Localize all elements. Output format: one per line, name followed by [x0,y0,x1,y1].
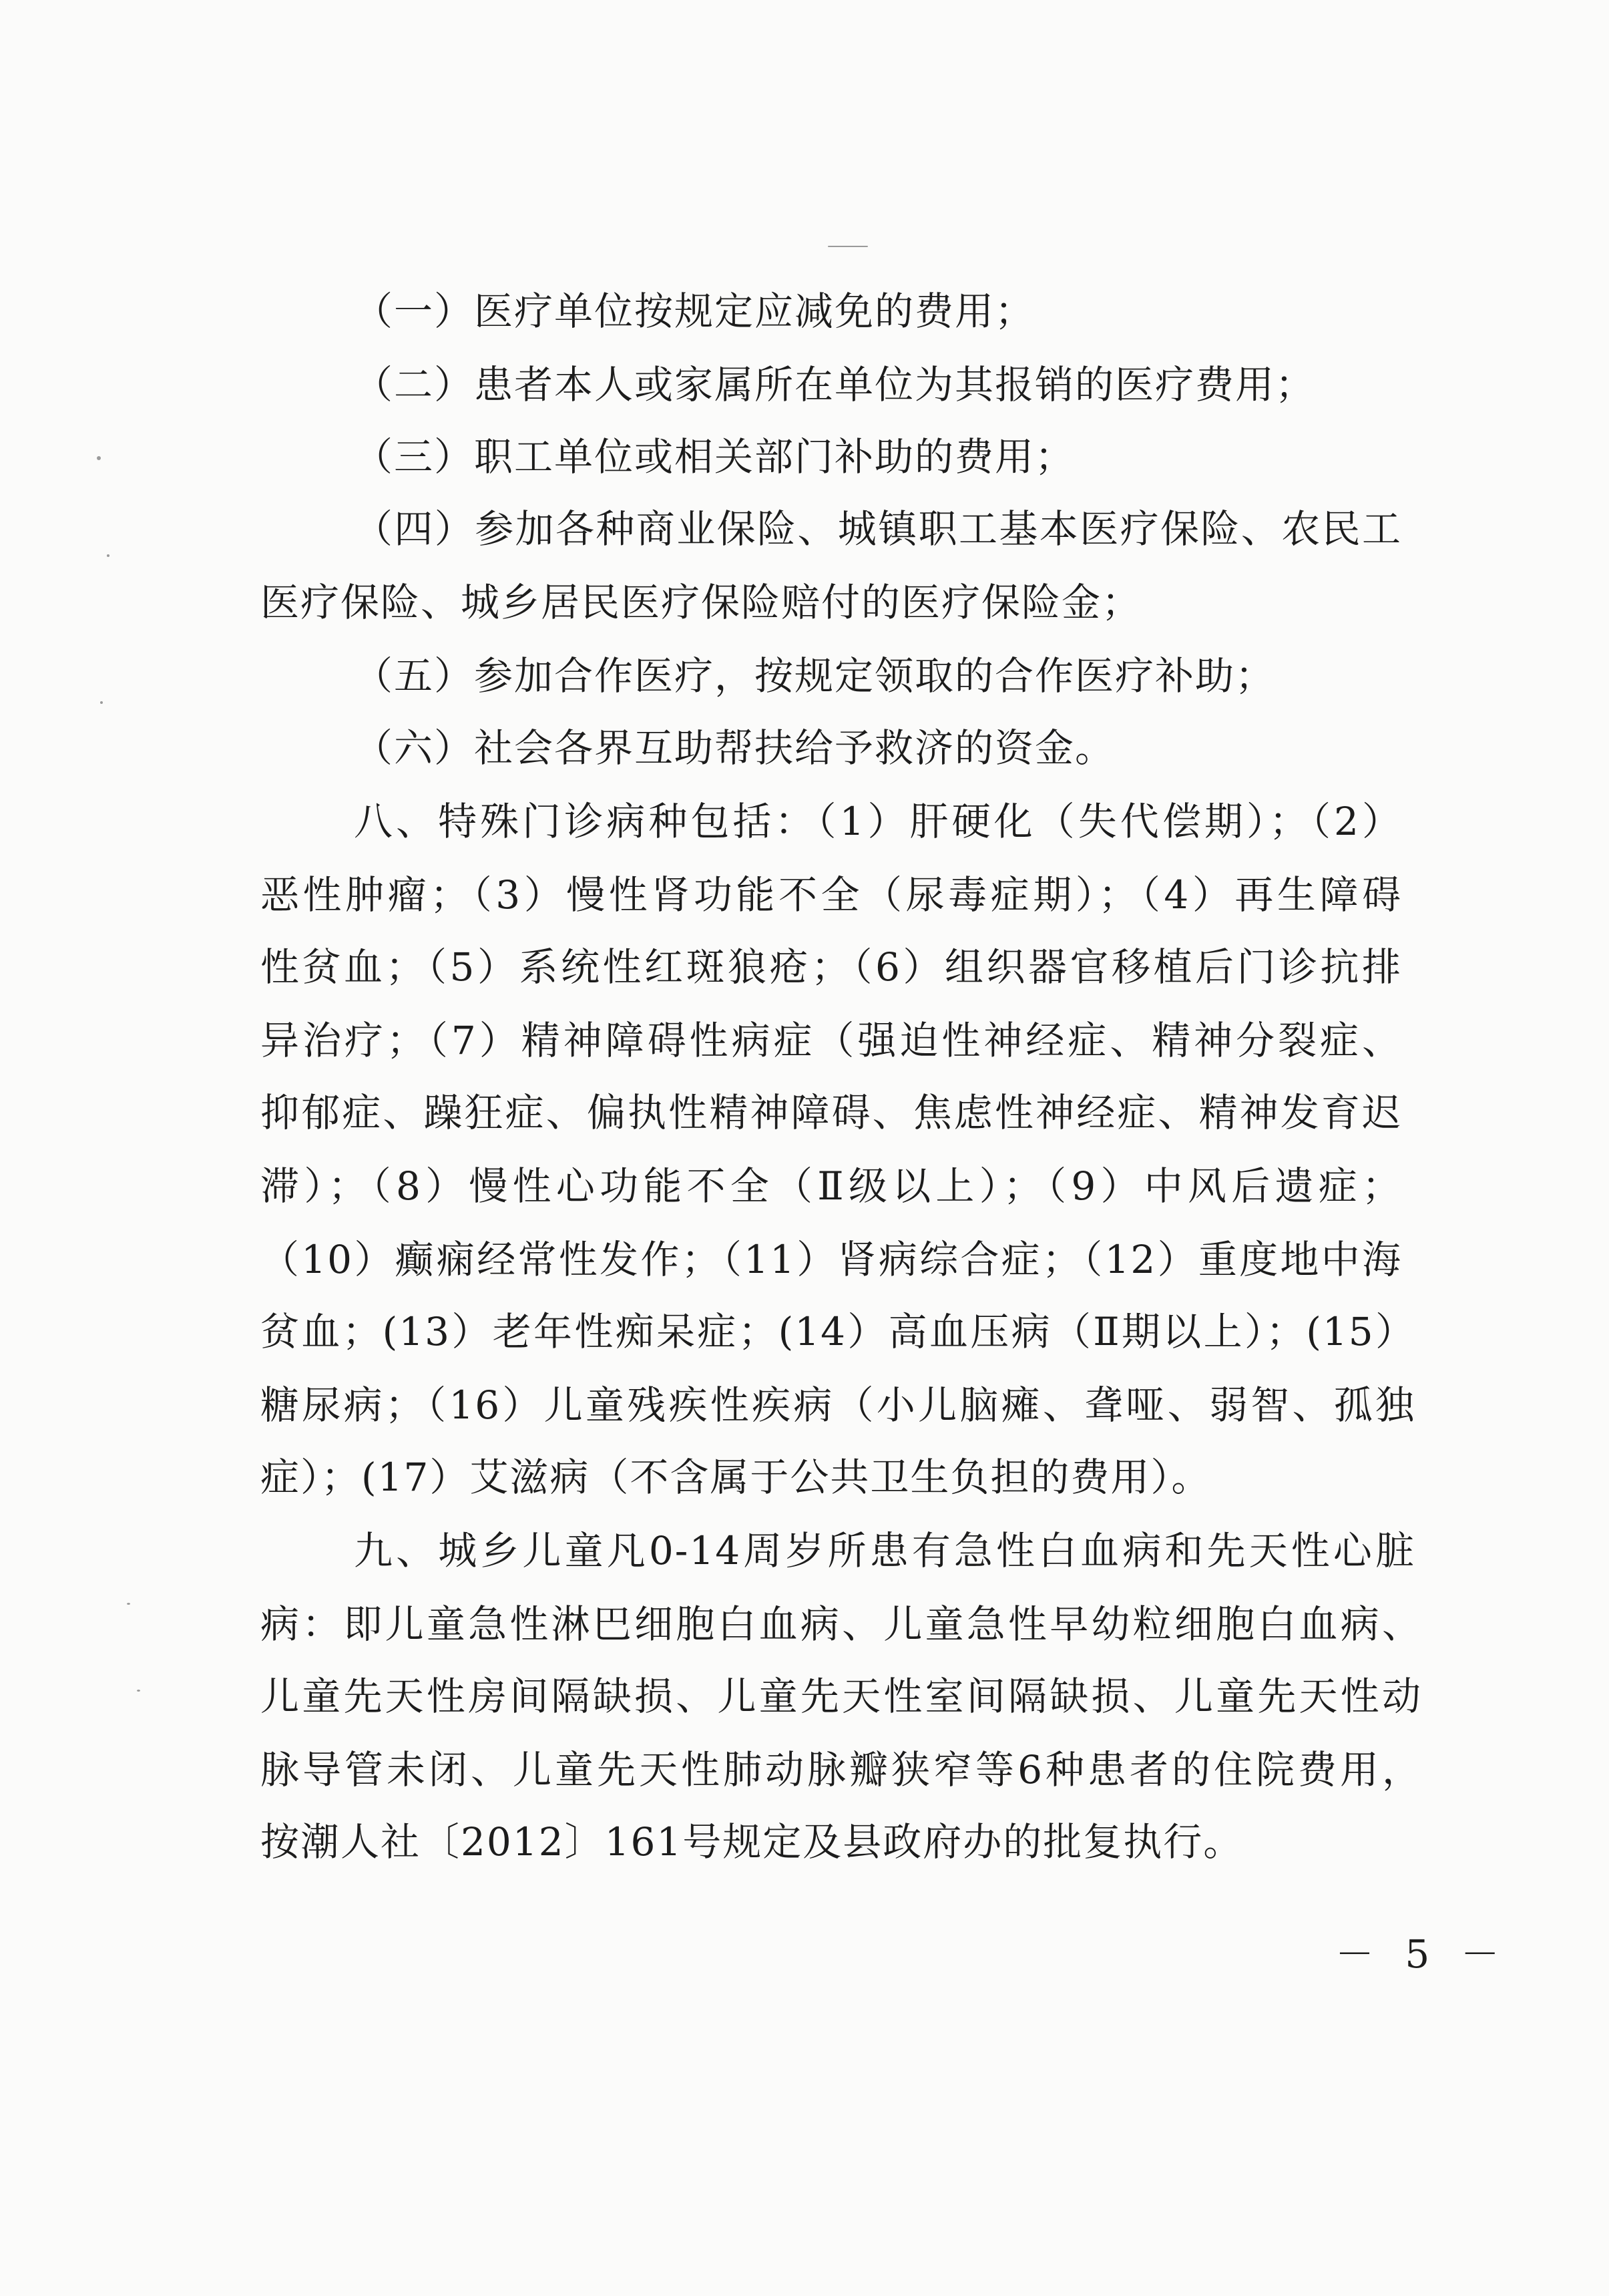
scan-speck [137,1690,140,1692]
page-number: － 5 － [1335,1931,1509,1977]
text-line: （三）职工单位或相关部门补助的费用； [354,434,1076,480]
text-line: （六）社会各界互助帮扶给予救济的资金。 [354,725,1116,771]
text-line: 八、特殊门诊病种包括：（1）肝硬化（失代偿期）；（2） [354,799,1402,844]
text-line: 病：即儿童急性淋巴细胞白血病、儿童急性早幼粒细胞白血病、 [260,1601,1422,1647]
scan-speck [107,554,109,557]
text-line: 性贫血；（5）系统性红斑狼疮；（6）组织器官移植后门诊抗排 [260,944,1402,990]
text-line: 医疗保险、城乡居民医疗保险赔付的医疗保险金； [260,580,1142,625]
text-line: （一）医疗单位按规定应减免的费用； [354,289,1036,334]
text-line: 抑郁症、躁狂症、偏执性精神障碍、焦虑性神经症、精神发育迟 [260,1090,1402,1135]
text-line: 异治疗；（7）精神障碍性病症（强迫性神经症、精神分裂症、 [260,1018,1402,1063]
text-line: 脉导管未闭、儿童先天性肺动脉瓣狭窄等6种患者的住院费用， [260,1747,1422,1792]
text-line: 贫血；(13）老年性痴呆症；(14）高血压病（Ⅱ期以上）；(15） [260,1309,1415,1354]
scan-speck [127,1603,130,1605]
text-line: 儿童先天性房间隔缺损、儿童先天性室间隔缺损、儿童先天性动 [260,1674,1422,1719]
scan-speck [100,701,103,704]
text-line: 恶性肿瘤；（3）慢性肾功能不全（尿毒症期）；（4）再生障碍 [260,872,1402,918]
text-line: （10）癫痫经常性发作；（11）肾病综合症；（12）重度地中海 [260,1237,1402,1282]
text-line: 九、城乡儿童凡0-14周岁所患有急性白血病和先天性心脏 [354,1528,1415,1573]
text-line: 按潮人社〔2012〕161号规定及县政府办的批复执行。 [260,1819,1244,1865]
text-line: （五）参加合作医疗，按规定领取的合作医疗补助； [354,653,1276,699]
text-line: 滞）；（8）慢性心功能不全（Ⅱ级以上）；（9）中风后遗症； [260,1163,1402,1209]
text-line: （二）患者本人或家属所在单位为其报销的医疗费用； [354,362,1316,407]
text-line: 症）；(17）艾滋病（不含属于公共卫生负担的费用）。 [260,1455,1212,1500]
text-line: （四）参加各种商业保险、城镇职工基本医疗保险、农民工 [354,506,1402,552]
scan-speck [828,246,868,247]
scan-speck [97,456,101,460]
text-line: 糖尿病；（16）儿童残疾性疾病（小儿脑瘫、聋哑、弱智、孤独 [260,1382,1415,1428]
